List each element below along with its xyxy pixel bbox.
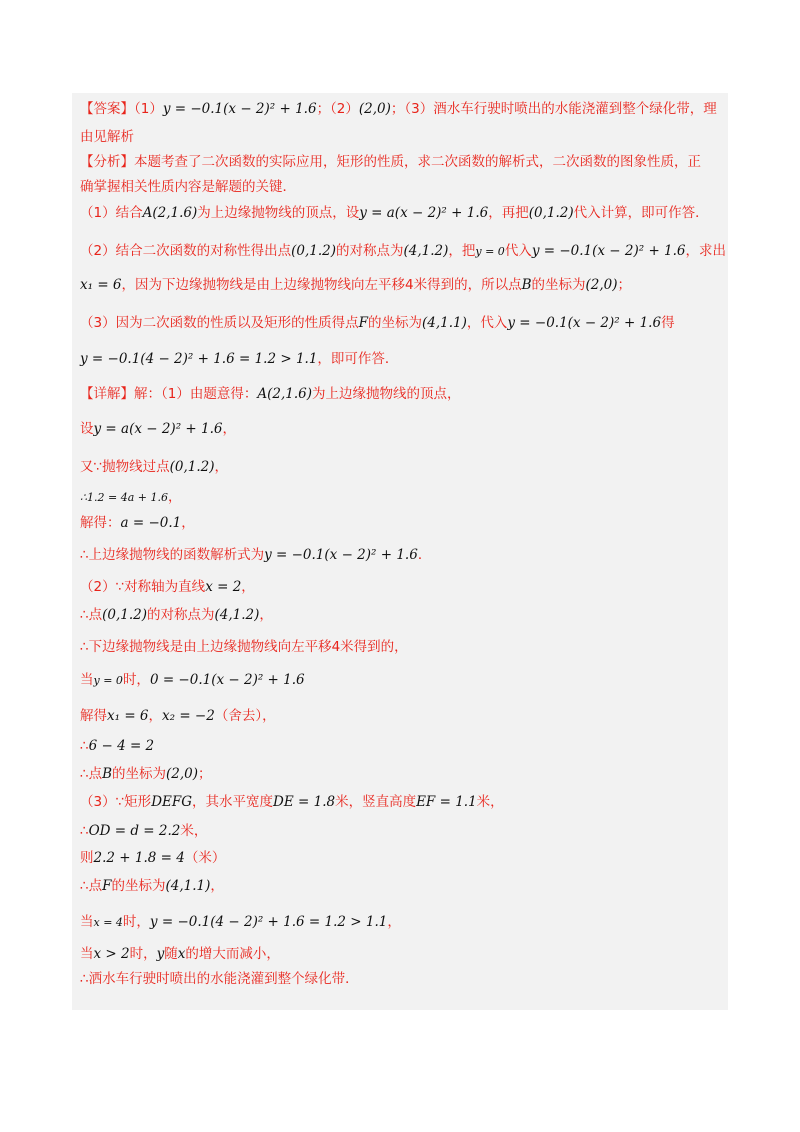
math-expression: y = −0.1(x − 2)² + 1.6 xyxy=(531,243,686,259)
text-segment: 的对称点为 xyxy=(335,243,404,259)
text-line xyxy=(80,849,225,867)
text-segment: 【答案】（1） xyxy=(80,101,163,117)
math-expression: DEFG xyxy=(151,794,193,810)
math-expression: (4,1.2) xyxy=(403,243,449,259)
math-expression: (2,0) xyxy=(585,277,618,293)
math-expression: (4,1.2) xyxy=(214,607,260,623)
text-segment: ． xyxy=(417,547,432,563)
text-segment: 的坐标为 xyxy=(112,766,167,782)
text-line xyxy=(80,314,675,332)
text-segment: ， xyxy=(222,421,236,437)
text-segment: 当 xyxy=(80,914,94,930)
text-segment: ，其水平宽度 xyxy=(192,794,274,810)
math-expression: A(2,1.6) xyxy=(257,386,312,402)
text-segment: 时， xyxy=(122,914,150,930)
math-expression: y xyxy=(156,946,165,962)
text-line xyxy=(80,153,701,171)
text-segment: 【分析】本题考查了二次函数的实际应用，矩形的性质，求二次函数的解析式，二次函数的图象性质，正 xyxy=(80,154,701,170)
text-segment: ∴上边缘抛物线的函数解析式为 xyxy=(80,547,265,563)
math-expression: 2.2 + 1.8 = 4 xyxy=(93,850,185,866)
math-expression: DE = 1.8 xyxy=(273,794,336,810)
text-segment: 的坐标为 xyxy=(531,277,586,293)
text-segment: 则 xyxy=(80,850,94,866)
math-expression: (2,0) xyxy=(358,101,391,117)
text-line xyxy=(80,514,195,532)
text-line xyxy=(80,488,181,507)
text-segment: ， xyxy=(210,878,224,894)
text-segment: 的对称点为 xyxy=(146,607,215,623)
text-segment: 代入 xyxy=(504,243,532,259)
text-segment: ，把 xyxy=(448,243,476,259)
text-line xyxy=(80,970,359,988)
text-segment: 【详解】解：（1）由题意得： xyxy=(80,386,258,402)
text-line xyxy=(80,765,212,783)
text-segment: ， xyxy=(148,708,163,724)
text-line xyxy=(80,822,207,840)
text-line xyxy=(80,707,276,725)
text-line xyxy=(80,385,460,403)
math-expression: (4,1.1) xyxy=(165,878,211,894)
math-expression: OD = d = 2.2 xyxy=(88,823,181,839)
text-line xyxy=(80,204,709,222)
text-segment: 米， xyxy=(180,823,208,839)
math-expression: A(2,1.6) xyxy=(142,205,198,221)
math-expression: F xyxy=(102,878,112,894)
math-expression: x = 2 xyxy=(205,579,242,595)
text-segment: 当 xyxy=(80,946,94,962)
text-segment: ∴点 xyxy=(80,607,103,623)
math-expression: B xyxy=(102,766,113,782)
text-line xyxy=(80,458,228,476)
text-segment: ， xyxy=(167,489,182,505)
text-segment: ，即可作答． xyxy=(317,351,399,367)
text-line xyxy=(80,276,631,294)
math-expression: x₂ = −2 xyxy=(162,708,215,724)
text-segment: ， xyxy=(181,515,195,531)
text-line xyxy=(80,606,273,624)
text-segment: ， xyxy=(214,459,228,475)
math-expression: 0 = −0.1(x − 2)² + 1.6 xyxy=(149,672,305,688)
text-segment: 当 xyxy=(80,672,94,688)
text-segment: 随 xyxy=(164,946,178,962)
text-segment: ， xyxy=(241,579,255,595)
text-line xyxy=(80,638,408,656)
text-line xyxy=(80,793,504,811)
text-segment: （2）结合二次函数的对称性得出点 xyxy=(80,243,292,259)
math-expression: F xyxy=(358,315,368,331)
text-segment: 时， xyxy=(122,672,150,688)
math-expression: 6 − 4 = 2 xyxy=(88,738,155,754)
math-expression: x xyxy=(177,946,186,962)
math-expression: x = 4 xyxy=(93,916,123,929)
text-segment: 得 xyxy=(661,315,675,331)
text-segment: ∴点 xyxy=(80,766,103,782)
text-segment: 为上边缘抛物线的顶点， xyxy=(311,386,461,402)
math-expression: ∴1.2 = 4a + 1.6 xyxy=(80,491,168,504)
text-segment: 由见解析 xyxy=(80,129,134,145)
math-expression: y = −0.1(4 − 2)² + 1.6 = 1.2 > 1.1 xyxy=(80,351,318,367)
text-line xyxy=(80,100,717,118)
text-segment: 米，竖直高度 xyxy=(335,794,417,810)
text-segment: 代入计算，即可作答． xyxy=(573,205,709,221)
text-segment: ，因为下边缘抛物线是由上边缘抛物线向左平移4米得到的，所以点 xyxy=(121,277,522,293)
text-line xyxy=(80,128,134,146)
math-expression: x₁ = 6 xyxy=(80,277,122,293)
text-segment: 的坐标为 xyxy=(367,315,422,331)
text-segment: （2）∵对称轴为直线 xyxy=(80,579,206,595)
text-line xyxy=(80,242,726,261)
text-segment: 米， xyxy=(476,794,504,810)
math-expression: y = −0.1(4 − 2)² + 1.6 = 1.2 > 1.1 xyxy=(149,914,388,930)
math-expression: y = −0.1(x − 2)² + 1.6 xyxy=(507,315,662,331)
math-expression: (2,0) xyxy=(166,766,199,782)
text-segment: （舍去）， xyxy=(214,708,276,724)
text-segment: ；（2） xyxy=(316,101,359,117)
text-segment: 解得： xyxy=(80,515,121,531)
text-line xyxy=(80,420,236,438)
math-expression: (0,1.2) xyxy=(528,205,574,221)
text-segment: （3）∵矩形 xyxy=(80,794,152,810)
math-expression: (0,1.2) xyxy=(169,459,215,475)
text-line xyxy=(80,945,280,963)
math-expression: y = a(x − 2)² + 1.6 xyxy=(359,205,489,221)
math-expression: (0,1.2) xyxy=(102,607,147,623)
text-segment: ∴下边缘抛物线是由上边缘抛物线向左平移4米得到的， xyxy=(80,639,408,655)
text-segment: （米） xyxy=(184,850,226,866)
text-segment: 的坐标为 xyxy=(111,878,166,894)
math-expression: y = −0.1(x − 2)² + 1.6 xyxy=(162,101,317,117)
text-line xyxy=(80,578,255,596)
text-segment: 为上边缘抛物线的顶点，设 xyxy=(197,205,360,221)
text-segment: 设 xyxy=(80,421,94,437)
math-expression: a = −0.1 xyxy=(120,515,182,531)
text-segment: ∴ xyxy=(80,823,89,839)
text-line xyxy=(80,877,224,895)
math-expression: y = −0.1(x − 2)² + 1.6 xyxy=(264,547,418,563)
text-segment: ，求出 xyxy=(685,243,727,259)
text-segment: ；（3）酒水车行驶时喷出的水能浇灌到整个绿化带，理 xyxy=(390,101,717,117)
text-line xyxy=(80,178,296,196)
text-line xyxy=(80,350,398,368)
math-expression: y = 0 xyxy=(93,674,123,687)
text-segment: ∴洒水车行驶时喷出的水能浇灌到整个绿化带． xyxy=(80,971,359,987)
text-segment: ； xyxy=(198,766,212,782)
math-expression: x > 2 xyxy=(93,946,130,962)
math-expression: (4,1.1) xyxy=(421,315,467,331)
math-expression: y = 0 xyxy=(475,245,505,258)
text-segment: （3）因为二次函数的性质以及矩形的性质得点 xyxy=(80,315,359,331)
text-segment: ，再把 xyxy=(488,205,529,221)
text-segment: ， xyxy=(259,607,273,623)
text-segment: ，代入 xyxy=(466,315,508,331)
math-expression: B xyxy=(521,277,532,293)
text-segment: 的增大而减小， xyxy=(185,946,280,962)
text-segment: ∴ xyxy=(80,738,89,754)
text-segment: 确掌握相关性质内容是解题的关键． xyxy=(80,179,296,195)
text-line xyxy=(80,546,431,564)
math-expression: EF = 1.1 xyxy=(416,794,477,810)
text-line xyxy=(80,671,305,690)
text-line xyxy=(80,737,154,755)
math-expression: x₁ = 6 xyxy=(107,708,149,724)
text-segment: 又∵抛物线过点 xyxy=(80,459,170,475)
text-segment: 解得 xyxy=(80,708,107,724)
text-segment: ∴点 xyxy=(80,878,103,894)
math-expression: (0,1.2) xyxy=(291,243,336,259)
math-expression: y = a(x − 2)² + 1.6 xyxy=(93,421,223,437)
text-segment: （1）结合 xyxy=(80,205,143,221)
text-segment: 时， xyxy=(129,946,157,962)
text-line xyxy=(80,913,401,932)
text-segment: ， xyxy=(387,914,401,930)
text-segment: ； xyxy=(617,277,632,293)
